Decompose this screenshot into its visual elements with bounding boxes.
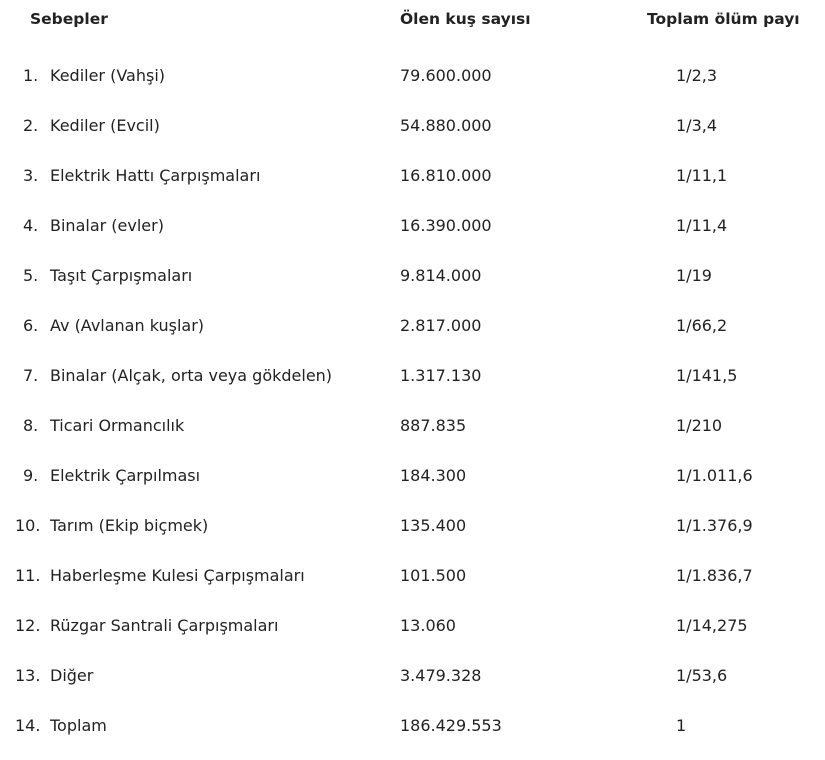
row-cause: Toplam [50, 716, 107, 735]
row-share: 1/11,1 [676, 166, 728, 185]
row-count: 16.390.000 [400, 216, 492, 235]
row-share: 1/1.376,9 [676, 516, 753, 535]
row-cause: Ticari Ormancılık [50, 416, 185, 435]
row-share: 1/53,6 [676, 666, 728, 685]
row-number: 10. [15, 516, 41, 535]
row-cause: Rüzgar Santrali Çarpışmaları [50, 616, 279, 635]
row-share: 1/66,2 [676, 316, 728, 335]
row-number: 14. [15, 716, 41, 735]
table-row [0, 410, 825, 460]
row-share: 1/210 [676, 416, 723, 435]
row-cause: Binalar (evler) [50, 216, 164, 235]
row-share: 1/1.836,7 [676, 566, 753, 585]
table-header [0, 8, 825, 34]
table-row [0, 660, 825, 710]
row-number: 11. [15, 566, 41, 585]
row-count: 16.810.000 [400, 166, 492, 185]
table-row [0, 60, 825, 110]
row-number: 8. [23, 416, 39, 435]
row-cause: Haberleşme Kulesi Çarpışmaları [50, 566, 305, 585]
row-count: 887.835 [400, 416, 467, 435]
row-count: 101.500 [400, 566, 467, 585]
row-share: 1/2,3 [676, 66, 718, 85]
row-share: 1/3,4 [676, 116, 718, 135]
row-count: 79.600.000 [400, 66, 492, 85]
header-count: Ölen kuş sayısı [400, 10, 531, 28]
row-count: 2.817.000 [400, 316, 482, 335]
row-number: 7. [23, 366, 39, 385]
row-cause: Elektrik Çarpılması [50, 466, 201, 485]
row-number: 4. [23, 216, 39, 235]
header-share: Toplam ölüm payı [647, 10, 800, 28]
row-number: 6. [23, 316, 39, 335]
header-cause: Sebepler [30, 10, 108, 28]
row-number: 2. [23, 116, 39, 135]
row-cause: Kediler (Evcil) [50, 116, 160, 135]
row-cause: Tarım (Ekip biçmek) [50, 516, 209, 535]
row-share: 1/1.011,6 [676, 466, 753, 485]
row-count: 1.317.130 [400, 366, 482, 385]
row-share: 1 [676, 716, 687, 735]
row-count: 184.300 [400, 466, 467, 485]
row-number: 3. [23, 166, 39, 185]
row-cause: Binalar (Alçak, orta veya gökdelen) [50, 366, 333, 385]
row-number: 13. [15, 666, 41, 685]
row-cause: Diğer [50, 666, 94, 685]
table-row [0, 460, 825, 510]
table-row [0, 210, 825, 260]
row-cause: Elektrik Hattı Çarpışmaları [50, 166, 261, 185]
table-row [0, 560, 825, 610]
row-share: 1/14,275 [676, 616, 748, 635]
table-row [0, 360, 825, 410]
table-row [0, 510, 825, 560]
row-share: 1/141,5 [676, 366, 738, 385]
row-count: 9.814.000 [400, 266, 482, 285]
table-row [0, 610, 825, 660]
row-count: 186.429.553 [400, 716, 502, 735]
row-number: 5. [23, 266, 39, 285]
row-cause: Av (Avlanan kuşlar) [50, 316, 205, 335]
row-count: 3.479.328 [400, 666, 482, 685]
row-count: 13.060 [400, 616, 456, 635]
table-row [0, 310, 825, 360]
table-row-total [0, 710, 825, 760]
row-cause: Kediler (Vahşi) [50, 66, 166, 85]
table-body [0, 60, 825, 760]
table-row [0, 160, 825, 210]
row-number: 12. [15, 616, 41, 635]
row-number: 1. [23, 66, 39, 85]
row-count: 135.400 [400, 516, 467, 535]
row-number: 9. [23, 466, 39, 485]
row-cause: Taşıt Çarpışmaları [50, 266, 193, 285]
row-count: 54.880.000 [400, 116, 492, 135]
row-share: 1/19 [676, 266, 712, 285]
row-share: 1/11,4 [676, 216, 728, 235]
table-row [0, 110, 825, 160]
table-row [0, 260, 825, 310]
